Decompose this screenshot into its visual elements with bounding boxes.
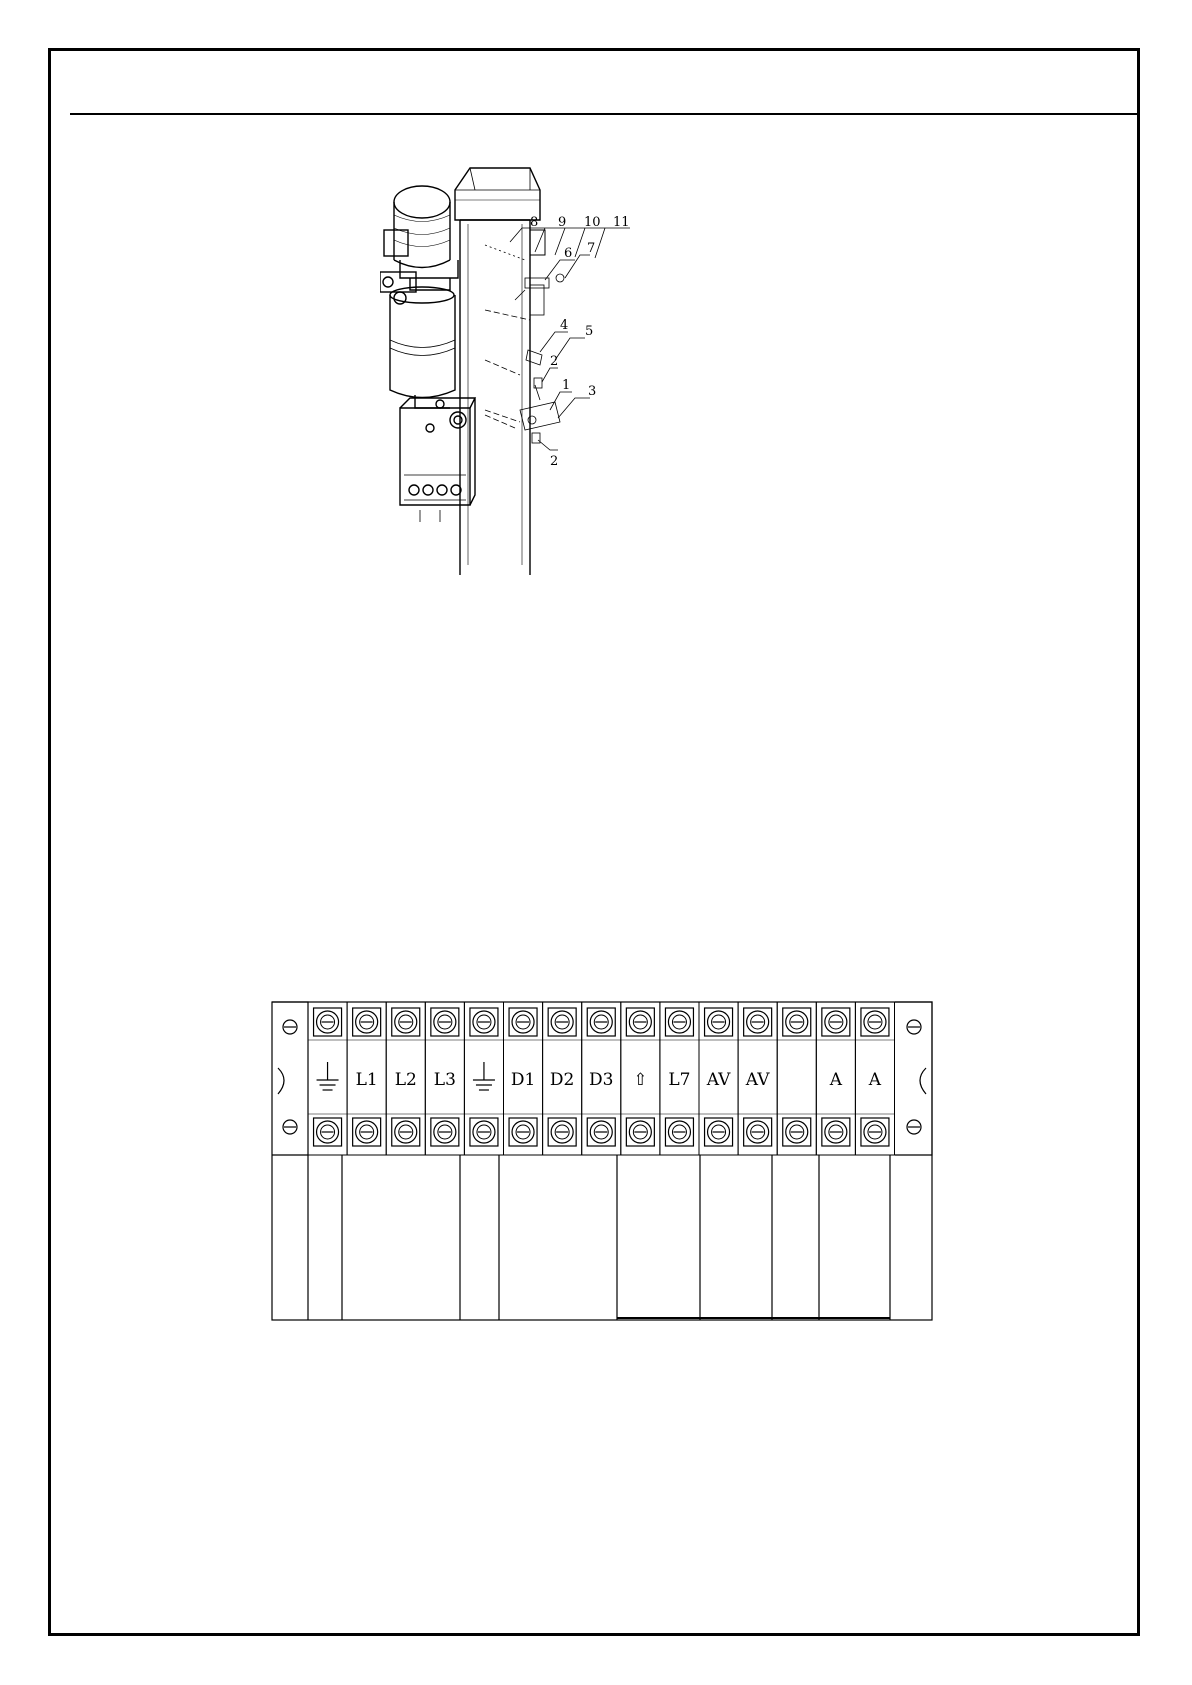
- terminal-screw[interactable]: [626, 1118, 654, 1146]
- terminal-label: A: [829, 1070, 842, 1090]
- terminal-label: AV: [745, 1070, 770, 1090]
- terminal-module: [855, 1002, 894, 1155]
- callout-5: 5: [585, 324, 594, 339]
- terminal-screw[interactable]: [392, 1118, 420, 1146]
- oil-tank: [390, 295, 455, 398]
- callout-8: 8: [530, 215, 539, 230]
- terminal-screw[interactable]: [353, 1118, 381, 1146]
- terminal-label: ⇧: [633, 1070, 648, 1090]
- terminal-module: [347, 1002, 386, 1155]
- terminal-screw[interactable]: [548, 1118, 576, 1146]
- terminal-screw[interactable]: [783, 1118, 811, 1146]
- terminal-screw[interactable]: [353, 1008, 381, 1036]
- terminal-label: D3: [589, 1070, 614, 1090]
- terminal-screw[interactable]: [587, 1118, 615, 1146]
- top-cap: [455, 168, 540, 220]
- callout-6: 6: [564, 246, 573, 261]
- terminal-module: [738, 1002, 777, 1155]
- terminal-module: [621, 1002, 660, 1155]
- terminal-module: [660, 1002, 699, 1155]
- terminal-module: [386, 1002, 425, 1155]
- terminal-screw[interactable]: [822, 1008, 850, 1036]
- terminal-label: L1: [355, 1070, 378, 1090]
- callout-4: 4: [560, 318, 569, 333]
- terminal-module: [464, 1002, 503, 1155]
- terminal-screw[interactable]: [861, 1118, 889, 1146]
- motor-terminal-box: [384, 230, 408, 256]
- motor: [394, 186, 450, 218]
- terminal-screw[interactable]: [705, 1118, 733, 1146]
- terminal-screw[interactable]: [509, 1008, 537, 1036]
- terminal-screw[interactable]: [665, 1008, 693, 1036]
- terminal-module: [543, 1002, 582, 1155]
- callout-11: 11: [613, 215, 630, 230]
- terminal-label: AV: [706, 1070, 731, 1090]
- terminal-screw[interactable]: [705, 1008, 733, 1036]
- terminal-screw[interactable]: [470, 1118, 498, 1146]
- terminal-screw[interactable]: [822, 1118, 850, 1146]
- terminal-module: [777, 1002, 816, 1155]
- terminal-screw[interactable]: [314, 1008, 342, 1036]
- left-end-bracket: [272, 1002, 308, 1155]
- terminal-screw[interactable]: [587, 1008, 615, 1036]
- terminal-module: [582, 1002, 621, 1155]
- terminal-block-diagram: [270, 1000, 936, 1323]
- terminal-label: D1: [510, 1070, 536, 1090]
- terminal-screw[interactable]: [392, 1008, 420, 1036]
- terminal-screw[interactable]: [314, 1118, 342, 1146]
- terminal-screw[interactable]: [626, 1008, 654, 1036]
- callout-10: 10: [584, 215, 601, 230]
- terminal-group: [308, 1002, 895, 1155]
- callout-3: 3: [588, 384, 597, 399]
- header-rule: [70, 113, 1137, 115]
- terminal-module: [816, 1002, 855, 1155]
- terminal-module: [504, 1002, 543, 1155]
- terminal-screw[interactable]: [665, 1118, 693, 1146]
- callout-2-top: 2: [550, 354, 559, 369]
- terminal-label: A: [868, 1070, 882, 1090]
- terminal-screw[interactable]: [509, 1118, 537, 1146]
- terminal-screw[interactable]: [431, 1118, 459, 1146]
- terminal-module: [425, 1002, 464, 1155]
- ground-icon: [317, 1062, 339, 1090]
- terminal-label: L2: [394, 1070, 417, 1090]
- callout-9: 9: [558, 215, 567, 230]
- callout-7: 7: [587, 241, 596, 256]
- terminal-screw[interactable]: [783, 1008, 811, 1036]
- terminal-module: [699, 1002, 738, 1155]
- callout-1: 1: [562, 378, 571, 393]
- terminal-label: D2: [549, 1070, 575, 1090]
- terminal-screw[interactable]: [861, 1008, 889, 1036]
- pump-unit-diagram: [380, 160, 710, 580]
- right-end-bracket: [895, 1002, 932, 1155]
- terminal-block-outline: [272, 1002, 932, 1320]
- terminal-screw[interactable]: [744, 1118, 772, 1146]
- callout-2-bottom: 2: [550, 454, 559, 469]
- terminal-module: [308, 1002, 347, 1155]
- terminal-label: L7: [668, 1070, 691, 1090]
- terminal-screw[interactable]: [744, 1008, 772, 1036]
- terminal-screw[interactable]: [548, 1008, 576, 1036]
- terminal-label: L3: [433, 1070, 456, 1090]
- terminal-screw[interactable]: [431, 1008, 459, 1036]
- terminal-screw[interactable]: [470, 1008, 498, 1036]
- ground-icon: [473, 1062, 495, 1090]
